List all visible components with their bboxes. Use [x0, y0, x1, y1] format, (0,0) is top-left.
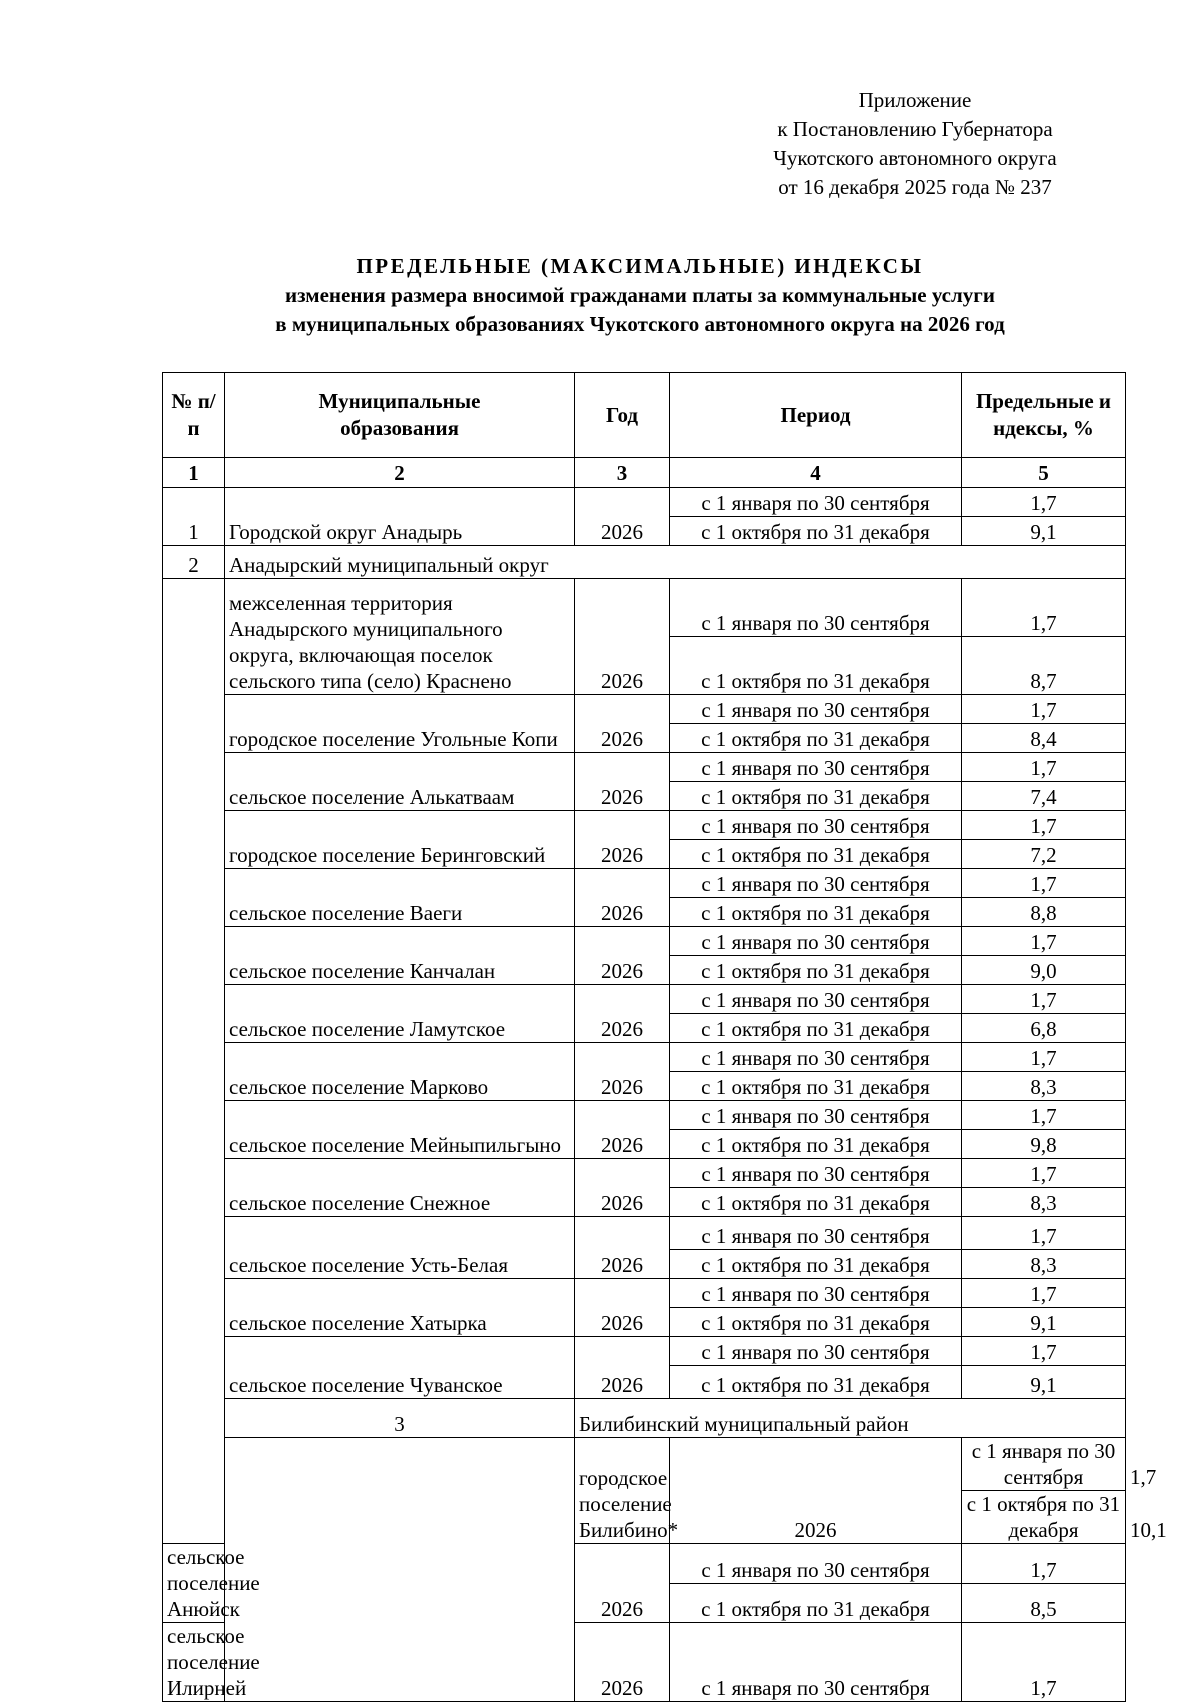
table-row [163, 1043, 1126, 1072]
index-value: 9,8 [962, 1130, 1126, 1159]
section-number: 3 [225, 1399, 575, 1438]
index-value: 8,4 [962, 724, 1126, 753]
year-cell: 2026 [575, 985, 670, 1043]
table-row: с 1 октября по 31 декабря 10,1 [163, 1491, 1126, 1544]
year-cell: 2026 [575, 1217, 670, 1279]
index-value: 1,7 [962, 927, 1126, 956]
table-row [163, 985, 1126, 1014]
index-value: 8,3 [962, 1188, 1126, 1217]
col-number: 3 [575, 458, 670, 488]
index-value: 9,1 [962, 517, 1126, 546]
section-number: 1 [163, 488, 225, 546]
index-value: 1,7 [962, 869, 1126, 898]
mo-name: сельское поселение Ламутское [225, 985, 575, 1043]
index-value: 1,7 [962, 1043, 1126, 1072]
mo-name: сельское поселение Усть-Белая [225, 1217, 575, 1279]
period-cell: с 1 октября по 31 декабря [670, 1583, 962, 1623]
table-row [163, 927, 1126, 956]
index-value: 1,7 [962, 753, 1126, 782]
mo-name: сельское поселение Канчалан [225, 927, 575, 985]
period-cell: с 1 января по 30 сентября [670, 488, 962, 517]
table-row: городское поселение Билибино* 2026 с 1 января по 30 сентября 1,7 [163, 1438, 1126, 1491]
index-value: 8,3 [962, 1250, 1126, 1279]
table-row [163, 488, 1126, 517]
index-value: 1,7 [962, 695, 1126, 724]
mo-name: сельское поселение Анюйск [163, 1544, 225, 1623]
mo-name: сельское поселение Илирней [163, 1623, 225, 1702]
index-value: 1,7 [962, 1623, 1126, 1702]
year-cell: 2026 [575, 695, 670, 753]
mo-name: межселенная территория Анадырского муниципального округа, включающая поселок сельского типа (село) Краснено [225, 579, 575, 695]
period-cell: с 1 октября по 31 декабря [670, 1188, 962, 1217]
period-cell: с 1 октября по 31 декабря [670, 1250, 962, 1279]
index-value: 1,7 [962, 811, 1126, 840]
index-value: 7,2 [962, 840, 1126, 869]
period-cell: с 1 января по 30 сентября [670, 1337, 962, 1366]
appendix-line: от 16 декабря 2025 года № 237 [778, 175, 1052, 199]
title-line: изменения размера вносимой гражданами платы за коммунальные услуги [285, 283, 995, 307]
year-cell: 2026 [575, 753, 670, 811]
table-row [163, 753, 1126, 782]
index-value: 9,1 [962, 1308, 1126, 1337]
mo-name: сельское поселение Хатырка [225, 1279, 575, 1337]
table-row [163, 1337, 1126, 1366]
index-value: 8,7 [962, 637, 1126, 695]
period-cell: с 1 января по 30 сентября [670, 579, 962, 637]
period-cell: с 1 января по 30 сентября [670, 1544, 962, 1584]
period-cell: с 1 октября по 31 декабря [670, 1308, 962, 1337]
period-cell: с 1 октября по 31 декабря [670, 782, 962, 811]
period-cell: с 1 января по 30 сентября [670, 811, 962, 840]
section-row [163, 1399, 1126, 1438]
header-num: № п/п [163, 373, 225, 458]
period-cell: с 1 января по 30 сентября [670, 1279, 962, 1308]
document-title [160, 252, 1120, 339]
table-row [163, 869, 1126, 898]
table-row [163, 1159, 1126, 1188]
period-cell: с 1 января по 30 сентября [670, 1623, 962, 1702]
mo-name: сельское поселение Мейныпильгыно [225, 1101, 575, 1159]
period-cell: с 1 октября по 31 декабря [670, 1072, 962, 1101]
mo-name: городское поселение Беринговский [225, 811, 575, 869]
index-value: 8,5 [962, 1583, 1126, 1623]
index-value: 1,7 [962, 488, 1126, 517]
index-value: 1,7 [962, 1101, 1126, 1130]
header-year: Год [575, 373, 670, 458]
period-cell: с 1 января по 30 сентября [670, 753, 962, 782]
index-value: 1,7 [962, 1337, 1126, 1366]
appendix-line: Приложение [858, 88, 972, 112]
mo-name: сельское поселение Снежное [225, 1159, 575, 1217]
index-value: 1,7 [962, 1279, 1126, 1308]
index-value: 7,4 [962, 782, 1126, 811]
year-cell: 2026 [575, 869, 670, 927]
section-row [163, 546, 1126, 579]
appendix-line: Чукотского автономного округа [773, 146, 1057, 170]
period-cell: с 1 октября по 31 декабря [670, 517, 962, 546]
year-cell: 2026 [575, 811, 670, 869]
title-line: ПРЕДЕЛЬНЫЕ (МАКСИМАЛЬНЫЕ) ИНДЕКСЫ [356, 254, 924, 278]
header-mo: Муниципальные образования [225, 373, 575, 458]
col-number: 1 [163, 458, 225, 488]
period-cell: с 1 октября по 31 декабря [670, 1014, 962, 1043]
mo-name: городское поселение Угольные Копи [225, 695, 575, 753]
mo-name: сельское поселение Алькатваам [225, 753, 575, 811]
period-cell: с 1 января по 30 сентября [670, 869, 962, 898]
index-value: 8,8 [962, 898, 1126, 927]
year-cell: 2026 [575, 1544, 670, 1623]
mo-name: Городской округ Анадырь [225, 488, 575, 546]
section-name: Анадырский муниципальный округ [225, 546, 1126, 579]
period-cell: с 1 октября по 31 декабря [670, 898, 962, 927]
period-cell: с 1 января по 30 сентября [670, 927, 962, 956]
index-value: 8,3 [962, 1072, 1126, 1101]
appendix-block [740, 86, 1090, 202]
index-value: 1,7 [962, 579, 1126, 637]
section-number: 2 [163, 546, 225, 579]
header-row [163, 373, 1126, 458]
period-cell: с 1 октября по 31 декабря [962, 1491, 1126, 1544]
header-period: Период [670, 373, 962, 458]
header-index: Предельные индексы, % [962, 373, 1126, 458]
index-value: 1,7 [962, 1544, 1126, 1584]
indices-table [162, 372, 1167, 1702]
year-cell: 2026 [575, 488, 670, 546]
table-row [163, 695, 1126, 724]
mo-name: сельское поселение Чуванское [225, 1337, 575, 1399]
table-row [163, 1101, 1126, 1130]
year-cell: 2026 [575, 1623, 670, 1702]
section-name: Билибинский муниципальный район [575, 1399, 1126, 1438]
index-value: 1,7 [962, 1159, 1126, 1188]
appendix-line: к Постановлению Губернатора [777, 117, 1053, 141]
period-cell: с 1 января по 30 сентября [670, 1043, 962, 1072]
period-cell: с 1 января по 30 сентября [670, 1159, 962, 1188]
index-value: 1,7 [962, 985, 1126, 1014]
empty-num-cell [225, 1438, 575, 1702]
year-cell: 2026 [575, 1043, 670, 1101]
period-cell: с 1 октября по 31 декабря [670, 724, 962, 753]
empty-num-cell [163, 579, 225, 1544]
year-cell: 2026 [575, 1159, 670, 1217]
mo-name: сельское поселение Марково [225, 1043, 575, 1101]
year-cell: 2026 [575, 1337, 670, 1399]
col-number: 4 [670, 458, 962, 488]
period-cell: с 1 января по 30 сентября [670, 985, 962, 1014]
table-row [163, 579, 1126, 637]
year-cell: 2026 [670, 1438, 962, 1544]
period-cell: с 1 января по 30 сентября [670, 1217, 962, 1250]
index-value: 9,0 [962, 956, 1126, 985]
table-row [163, 811, 1126, 840]
mo-name: городское поселение Билибино* [575, 1438, 670, 1544]
year-cell: 2026 [575, 579, 670, 695]
index-value: 9,1 [962, 1366, 1126, 1399]
table-row [163, 1279, 1126, 1308]
mo-name: сельское поселение Ваеги [225, 869, 575, 927]
period-cell: с 1 октября по 31 декабря [670, 637, 962, 695]
period-cell: с 1 октября по 31 декабря [670, 840, 962, 869]
period-cell: с 1 октября по 31 декабря [670, 1366, 962, 1399]
table-row [163, 1217, 1126, 1250]
period-cell: с 1 октября по 31 декабря [670, 956, 962, 985]
year-cell: 2026 [575, 1101, 670, 1159]
period-cell: с 1 января по 30 сентября [670, 695, 962, 724]
col-number: 2 [225, 458, 575, 488]
column-number-row [163, 458, 1126, 488]
index-value: 6,8 [962, 1014, 1126, 1043]
period-cell: с 1 октября по 31 декабря [670, 1130, 962, 1159]
period-cell: с 1 января по 30 сентября [670, 1101, 962, 1130]
period-cell: с 1 января по 30 сентября [962, 1438, 1126, 1491]
year-cell: 2026 [575, 1279, 670, 1337]
year-cell: 2026 [575, 927, 670, 985]
title-line: в муниципальных образованиях Чукотского автономного округа на 2026 год [275, 312, 1005, 336]
col-number: 5 [962, 458, 1126, 488]
index-value: 1,7 [962, 1217, 1126, 1250]
